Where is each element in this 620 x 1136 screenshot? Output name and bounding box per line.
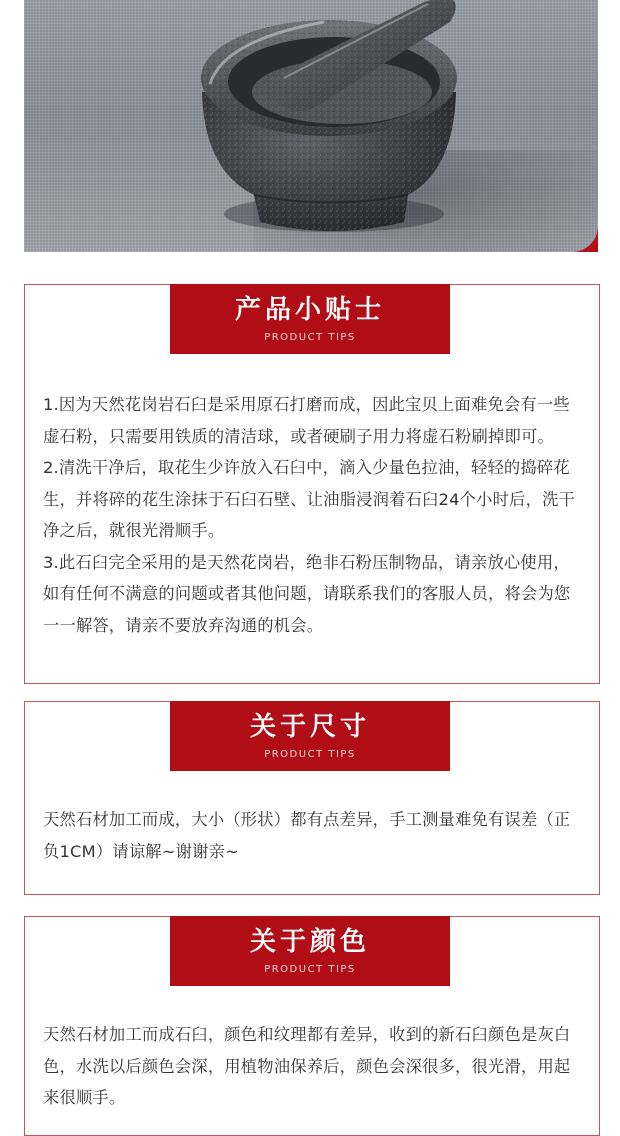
hero-photo — [24, 0, 598, 252]
section-subtitle: PRODUCT TIPS — [264, 963, 356, 975]
tip-item-2: 2.清洗干净后，取花生少许放入石臼中，滴入少量色拉油，轻轻的捣碎花生，并将碎的花生涂抹于石臼石壁、让油脂浸润着石臼24个小时后，洗干净之后，就很光滑顺手。 — [43, 458, 576, 540]
color-text: 天然石材加工而成石臼，颜色和纹理都有差异，收到的新石臼颜色是灰白色，水洗以后颜色会深，用植物油保养后，颜色会深很多，很光滑，用起来很顺手。 — [43, 1025, 571, 1107]
size-section — [24, 701, 600, 895]
tip-item-1: 1.因为天然花岗岩石臼是采用原石打磨而成，因此宝贝上面难免会有一些虚石粉，只需要用铁质的清洁球，或者硬刷子用力将虚石粉刷掉即可。 — [43, 395, 570, 446]
size-banner — [170, 701, 450, 771]
section-title: 关于颜色 — [249, 926, 370, 957]
color-body — [43, 1019, 585, 1114]
section-subtitle: PRODUCT TIPS — [264, 748, 356, 760]
size-text: 天然石材加工而成，大小（形状）都有点差异，手工测量难免有误差（正负1CM）请谅解~谢谢亲~ — [43, 810, 571, 861]
tips-body — [43, 389, 585, 641]
color-banner — [170, 916, 450, 986]
color-section — [24, 916, 600, 1136]
section-title: 产品小贴士 — [234, 294, 385, 325]
hero-accent-gap — [598, 0, 620, 252]
section-title: 关于尺寸 — [249, 711, 370, 742]
product-tips-section — [24, 284, 600, 684]
section-subtitle: PRODUCT TIPS — [264, 331, 356, 343]
size-body — [43, 804, 585, 867]
product-tips-banner — [170, 284, 450, 354]
mortar-and-pestle-icon — [24, 0, 598, 252]
tip-item-3: 3.此石臼完全采用的是天然花岗岩，绝非石粉压制物品，请亲放心使用，如有任何不满意的问题或者其他问题，请联系我们的客服人员，将会为您一一解答，请亲不要放弃沟通的机会。 — [43, 552, 571, 635]
